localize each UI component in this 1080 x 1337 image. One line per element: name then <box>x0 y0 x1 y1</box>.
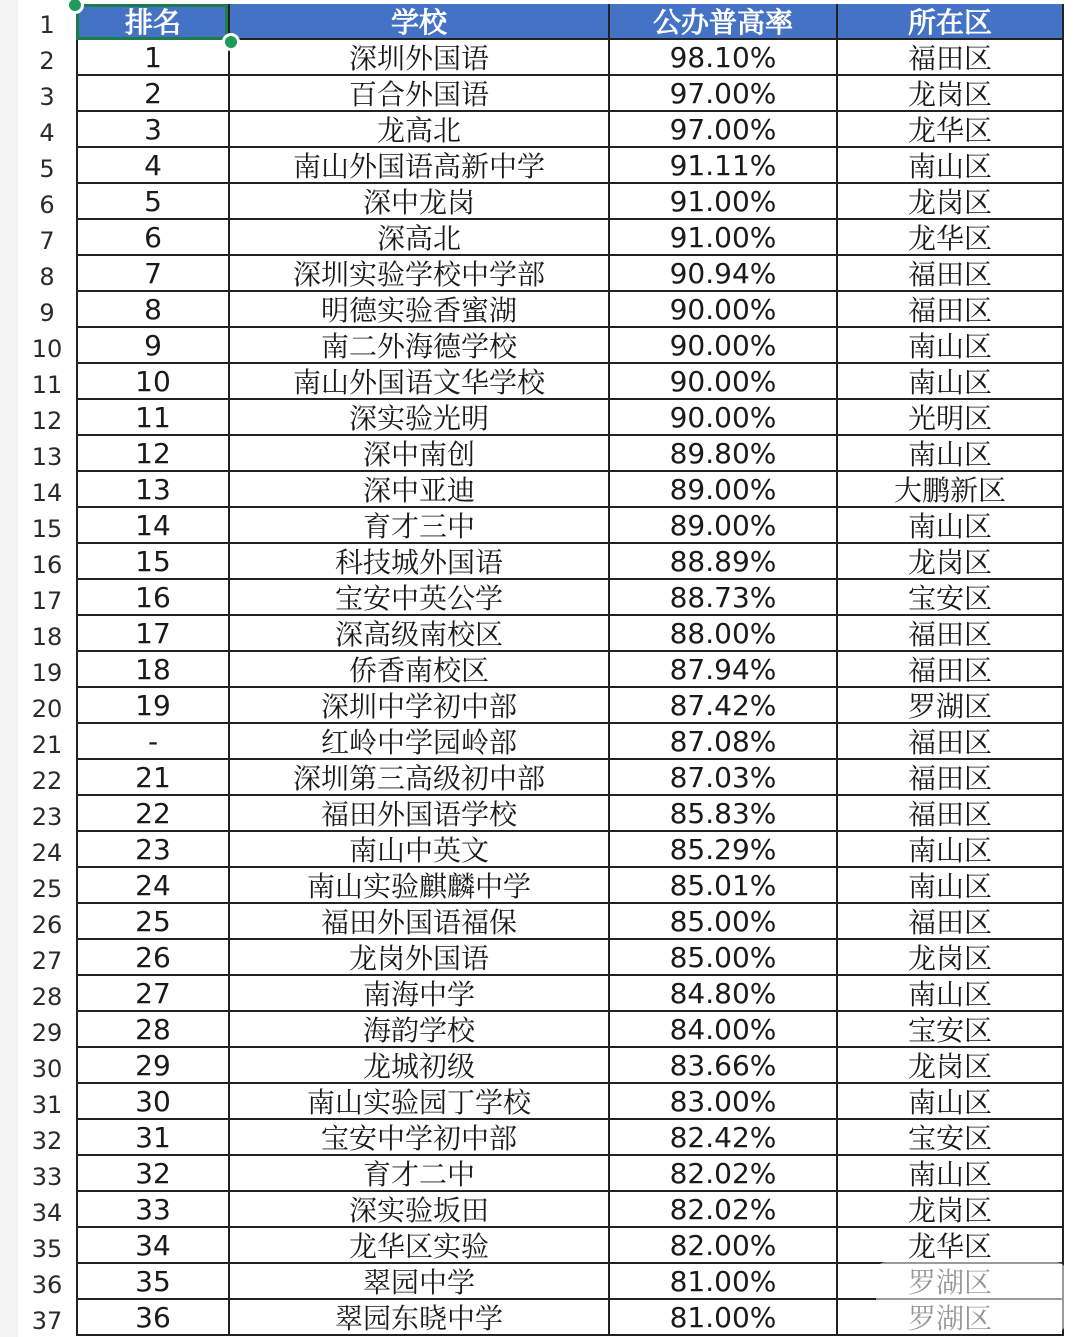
rate-cell[interactable]: 89.00% <box>608 472 836 508</box>
rate-cell[interactable]: 89.80% <box>608 436 836 472</box>
rank-cell[interactable]: 28 <box>76 1012 228 1048</box>
rank-cell[interactable]: 11 <box>76 400 228 436</box>
row-number[interactable]: 33 <box>31 1163 63 1191</box>
district-cell[interactable]: 福田区 <box>836 760 1064 796</box>
rank-cell[interactable]: 9 <box>76 328 228 364</box>
rate-cell[interactable]: 97.00% <box>608 76 836 112</box>
rank-cell[interactable]: 29 <box>76 1048 228 1084</box>
row-number[interactable]: 17 <box>31 587 63 615</box>
row-number[interactable]: 24 <box>31 839 63 867</box>
school-cell[interactable]: 宝安中英公学 <box>228 580 608 616</box>
row-number[interactable]: 21 <box>31 731 63 759</box>
school-cell[interactable]: 南山外国语文华学校 <box>228 364 608 400</box>
rank-cell[interactable]: 13 <box>76 472 228 508</box>
school-cell[interactable]: 科技城外国语 <box>228 544 608 580</box>
district-cell[interactable]: 龙华区 <box>836 1228 1064 1264</box>
rank-cell[interactable]: 36 <box>76 1300 228 1336</box>
table-row <box>18 832 1064 868</box>
school-cell[interactable]: 深高北 <box>228 220 608 256</box>
row-number[interactable]: 14 <box>31 479 63 507</box>
table-row <box>18 1156 1064 1192</box>
row-number[interactable]: 16 <box>31 551 63 579</box>
school-cell[interactable]: 深圳中学初中部 <box>228 688 608 724</box>
table-row <box>18 616 1064 652</box>
rank-cell[interactable]: 35 <box>76 1264 228 1300</box>
table-row <box>18 1012 1064 1048</box>
rank-cell[interactable]: 25 <box>76 904 228 940</box>
school-cell[interactable]: 南山实验园丁学校 <box>228 1084 608 1120</box>
school-cell[interactable]: 翠园东晓中学 <box>228 1300 608 1336</box>
rank-cell[interactable]: 18 <box>76 652 228 688</box>
district-cell[interactable]: 南山区 <box>836 508 1064 544</box>
district-cell[interactable]: 福田区 <box>836 904 1064 940</box>
table-row <box>18 1048 1064 1084</box>
rate-cell[interactable]: 88.89% <box>608 544 836 580</box>
row-number[interactable]: 2 <box>39 47 55 75</box>
table-row <box>18 580 1064 616</box>
table-row <box>18 220 1064 256</box>
header-rate-cell[interactable]: 公办普高率 <box>608 4 836 40</box>
table-row <box>18 112 1064 148</box>
rate-cell[interactable]: 85.00% <box>608 940 836 976</box>
school-cell[interactable]: 翠园中学 <box>228 1264 608 1300</box>
row-number[interactable]: 30 <box>31 1055 63 1083</box>
table-row <box>18 544 1064 580</box>
district-cell[interactable]: 宝安区 <box>836 580 1064 616</box>
row-number[interactable]: 26 <box>31 911 63 939</box>
school-cell[interactable]: 龙华区实验 <box>228 1228 608 1264</box>
district-cell[interactable]: 罗湖区 <box>836 688 1064 724</box>
table-row <box>18 292 1064 328</box>
school-cell[interactable]: 宝安中学初中部 <box>228 1120 608 1156</box>
table-row <box>18 940 1064 976</box>
table-row <box>18 184 1064 220</box>
district-cell[interactable]: 龙岗区 <box>836 76 1064 112</box>
district-cell[interactable]: 福田区 <box>836 652 1064 688</box>
district-cell[interactable]: 宝安区 <box>836 1012 1064 1048</box>
rate-cell[interactable]: 90.00% <box>608 328 836 364</box>
district-cell[interactable]: 光明区 <box>836 400 1064 436</box>
rate-cell[interactable]: 91.11% <box>608 148 836 184</box>
rate-cell[interactable]: 82.00% <box>608 1228 836 1264</box>
row-number[interactable]: 28 <box>31 983 63 1011</box>
district-cell[interactable]: 南山区 <box>836 976 1064 1012</box>
table-row <box>18 976 1064 1012</box>
school-cell[interactable]: 深中亚迪 <box>228 472 608 508</box>
header-rank-cell[interactable]: 排名 <box>76 4 228 40</box>
table-row <box>18 256 1064 292</box>
district-cell[interactable]: 南山区 <box>836 148 1064 184</box>
table-row <box>18 1192 1064 1228</box>
school-cell[interactable]: 侨香南校区 <box>228 652 608 688</box>
rate-cell[interactable]: 87.08% <box>608 724 836 760</box>
table-row <box>18 868 1064 904</box>
school-cell[interactable]: 深中龙岗 <box>228 184 608 220</box>
district-cell[interactable]: 福田区 <box>836 256 1064 292</box>
rate-cell[interactable]: 84.00% <box>608 1012 836 1048</box>
district-cell[interactable]: 龙华区 <box>836 112 1064 148</box>
school-cell[interactable]: 深圳外国语 <box>228 40 608 76</box>
row-number[interactable]: 9 <box>39 299 55 327</box>
row-number[interactable]: 32 <box>31 1127 63 1155</box>
district-cell[interactable]: 南山区 <box>836 436 1064 472</box>
school-cell[interactable]: 育才二中 <box>228 1156 608 1192</box>
row-number[interactable]: 31 <box>31 1091 63 1119</box>
row-number[interactable]: 36 <box>31 1271 63 1299</box>
rate-cell[interactable]: 82.02% <box>608 1192 836 1228</box>
school-cell[interactable]: 海韵学校 <box>228 1012 608 1048</box>
district-cell[interactable]: 南山区 <box>836 364 1064 400</box>
school-cell[interactable]: 育才三中 <box>228 508 608 544</box>
row-number[interactable]: 27 <box>31 947 63 975</box>
rank-cell[interactable]: 16 <box>76 580 228 616</box>
school-cell[interactable]: 红岭中学园岭部 <box>228 724 608 760</box>
row-number[interactable]: 7 <box>39 227 55 255</box>
district-cell[interactable]: 龙岗区 <box>836 1192 1064 1228</box>
district-cell[interactable]: 福田区 <box>836 616 1064 652</box>
table-row <box>18 1084 1064 1120</box>
rank-cell[interactable]: 19 <box>76 688 228 724</box>
rank-cell[interactable]: 30 <box>76 1084 228 1120</box>
rank-cell[interactable]: 24 <box>76 868 228 904</box>
rate-cell[interactable]: 85.00% <box>608 904 836 940</box>
watermark-overlay <box>876 1262 1066 1332</box>
row-number-column <box>0 0 18 1337</box>
rank-cell[interactable]: 26 <box>76 940 228 976</box>
table-row <box>18 688 1064 724</box>
row-number[interactable]: 1 <box>39 11 55 39</box>
rank-cell[interactable]: 4 <box>76 148 228 184</box>
district-cell[interactable]: 南山区 <box>836 868 1064 904</box>
table-row <box>18 652 1064 688</box>
rank-cell[interactable]: 8 <box>76 292 228 328</box>
row-number[interactable]: 4 <box>39 119 55 147</box>
district-cell[interactable]: 龙岗区 <box>836 544 1064 580</box>
rank-cell[interactable]: 15 <box>76 544 228 580</box>
rate-cell[interactable]: 83.66% <box>608 1048 836 1084</box>
rate-cell[interactable]: 85.83% <box>608 796 836 832</box>
table-row <box>18 904 1064 940</box>
header-district-cell[interactable]: 所在区 <box>836 4 1064 40</box>
district-cell[interactable]: 南山区 <box>836 328 1064 364</box>
row-number[interactable]: 35 <box>31 1235 63 1263</box>
rate-cell[interactable]: 98.10% <box>608 40 836 76</box>
rank-cell[interactable]: - <box>76 724 228 760</box>
rate-cell[interactable]: 81.00% <box>608 1264 836 1300</box>
table-row <box>18 76 1064 112</box>
rank-cell[interactable]: 27 <box>76 976 228 1012</box>
school-cell[interactable]: 深实验光明 <box>228 400 608 436</box>
district-cell[interactable]: 龙华区 <box>836 220 1064 256</box>
rate-cell[interactable]: 82.42% <box>608 1120 836 1156</box>
rank-cell[interactable]: 33 <box>76 1192 228 1228</box>
school-cell[interactable]: 南山中英文 <box>228 832 608 868</box>
rank-cell[interactable]: 31 <box>76 1120 228 1156</box>
rate-cell[interactable]: 89.00% <box>608 508 836 544</box>
table-row <box>18 724 1064 760</box>
district-cell[interactable]: 南山区 <box>836 832 1064 868</box>
row-number[interactable]: 5 <box>39 155 55 183</box>
rate-cell[interactable]: 90.00% <box>608 400 836 436</box>
district-cell[interactable]: 大鹏新区 <box>836 472 1064 508</box>
row-number[interactable]: 8 <box>39 263 55 291</box>
rate-cell[interactable]: 85.01% <box>608 868 836 904</box>
rank-cell[interactable]: 23 <box>76 832 228 868</box>
row-number[interactable]: 11 <box>31 371 63 399</box>
district-cell[interactable]: 龙岗区 <box>836 184 1064 220</box>
school-cell[interactable]: 南山实验麒麟中学 <box>228 868 608 904</box>
school-cell[interactable]: 龙岗外国语 <box>228 940 608 976</box>
rank-cell[interactable]: 1 <box>76 40 228 76</box>
rate-cell[interactable]: 82.02% <box>608 1156 836 1192</box>
table-row <box>18 508 1064 544</box>
rank-cell[interactable]: 10 <box>76 364 228 400</box>
rate-cell[interactable]: 87.03% <box>608 760 836 796</box>
school-cell[interactable]: 福田外国语学校 <box>228 796 608 832</box>
rate-cell[interactable]: 90.00% <box>608 364 836 400</box>
table-row <box>18 364 1064 400</box>
school-cell[interactable]: 龙高北 <box>228 112 608 148</box>
school-cell[interactable]: 深实验坂田 <box>228 1192 608 1228</box>
row-number[interactable]: 23 <box>31 803 63 831</box>
row-number[interactable]: 22 <box>31 767 63 795</box>
rate-cell[interactable]: 87.42% <box>608 688 836 724</box>
rank-cell[interactable]: 5 <box>76 184 228 220</box>
school-cell[interactable]: 深中南创 <box>228 436 608 472</box>
rank-cell[interactable]: 6 <box>76 220 228 256</box>
header-row <box>18 4 1064 40</box>
school-cell[interactable]: 明德实验香蜜湖 <box>228 292 608 328</box>
rank-cell[interactable]: 12 <box>76 436 228 472</box>
table-row <box>18 436 1064 472</box>
rank-cell[interactable]: 17 <box>76 616 228 652</box>
school-cell[interactable]: 南海中学 <box>228 976 608 1012</box>
table-row <box>18 1120 1064 1156</box>
row-number[interactable]: 3 <box>39 83 55 111</box>
rank-cell[interactable]: 14 <box>76 508 228 544</box>
row-number[interactable]: 20 <box>31 695 63 723</box>
rate-cell[interactable]: 84.80% <box>608 976 836 1012</box>
row-number[interactable]: 13 <box>31 443 63 471</box>
rate-cell[interactable]: 85.29% <box>608 832 836 868</box>
district-cell[interactable]: 南山区 <box>836 1084 1064 1120</box>
district-cell[interactable]: 龙岗区 <box>836 940 1064 976</box>
district-cell[interactable]: 南山区 <box>836 1156 1064 1192</box>
table-row <box>18 400 1064 436</box>
district-cell[interactable]: 宝安区 <box>836 1120 1064 1156</box>
rate-cell[interactable]: 88.73% <box>608 580 836 616</box>
table-row <box>18 328 1064 364</box>
rank-cell[interactable]: 7 <box>76 256 228 292</box>
row-number[interactable]: 6 <box>39 191 55 219</box>
rank-cell[interactable]: 32 <box>76 1156 228 1192</box>
district-cell[interactable]: 福田区 <box>836 40 1064 76</box>
rank-cell[interactable]: 34 <box>76 1228 228 1264</box>
rate-cell[interactable]: 81.00% <box>608 1300 836 1336</box>
school-cell[interactable]: 福田外国语福保 <box>228 904 608 940</box>
rank-cell[interactable]: 21 <box>76 760 228 796</box>
row-number[interactable]: 25 <box>31 875 63 903</box>
school-cell[interactable]: 龙城初级 <box>228 1048 608 1084</box>
table-row <box>18 1228 1064 1264</box>
row-number[interactable]: 15 <box>31 515 63 543</box>
district-cell[interactable]: 福田区 <box>836 724 1064 760</box>
row-number[interactable]: 29 <box>31 1019 63 1047</box>
row-number[interactable]: 37 <box>31 1307 63 1335</box>
selection-handle-bottom[interactable] <box>222 33 240 51</box>
rate-cell[interactable]: 91.00% <box>608 220 836 256</box>
district-cell[interactable]: 龙岗区 <box>836 1048 1064 1084</box>
school-cell[interactable]: 深圳实验学校中学部 <box>228 256 608 292</box>
school-cell[interactable]: 深圳第三高级初中部 <box>228 760 608 796</box>
rate-cell[interactable]: 97.00% <box>608 112 836 148</box>
rate-cell[interactable]: 87.94% <box>608 652 836 688</box>
table-row <box>18 760 1064 796</box>
district-cell[interactable]: 福田区 <box>836 796 1064 832</box>
row-number[interactable]: 34 <box>31 1199 63 1227</box>
rate-cell[interactable]: 91.00% <box>608 184 836 220</box>
school-cell[interactable]: 南山外国语高新中学 <box>228 148 608 184</box>
row-number[interactable]: 10 <box>31 335 63 363</box>
rank-cell[interactable]: 3 <box>76 112 228 148</box>
rank-cell[interactable]: 22 <box>76 796 228 832</box>
row-number[interactable]: 12 <box>31 407 63 435</box>
table-row <box>18 796 1064 832</box>
rate-cell[interactable]: 90.00% <box>608 292 836 328</box>
row-number[interactable]: 19 <box>31 659 63 687</box>
rank-cell[interactable]: 2 <box>76 76 228 112</box>
school-cell[interactable]: 南二外海德学校 <box>228 328 608 364</box>
rate-cell[interactable]: 83.00% <box>608 1084 836 1120</box>
school-cell[interactable]: 百合外国语 <box>228 76 608 112</box>
school-cell[interactable]: 深高级南校区 <box>228 616 608 652</box>
table-row <box>18 148 1064 184</box>
row-number[interactable]: 18 <box>31 623 63 651</box>
rate-cell[interactable]: 88.00% <box>608 616 836 652</box>
table-row <box>18 472 1064 508</box>
header-school-cell[interactable]: 学校 <box>228 4 608 40</box>
table-row <box>18 40 1064 76</box>
rate-cell[interactable]: 90.94% <box>608 256 836 292</box>
district-cell[interactable]: 福田区 <box>836 292 1064 328</box>
